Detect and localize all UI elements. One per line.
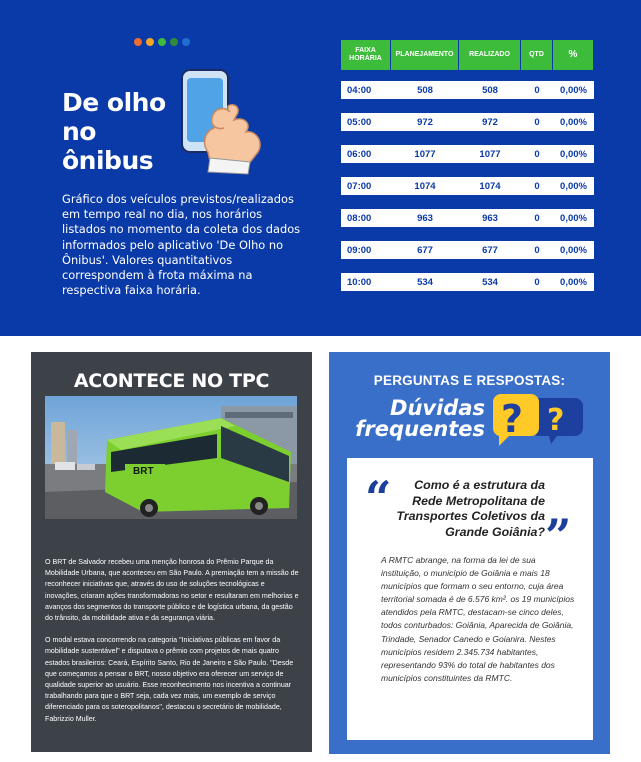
cell-percent: 0,00% <box>560 244 587 256</box>
cell-qty: 0 <box>534 148 540 160</box>
dot-blue <box>182 38 190 46</box>
cell-percent: 0,00% <box>560 116 587 128</box>
cell-qty: 0 <box>534 116 540 128</box>
cell-planned: 534 <box>417 276 433 288</box>
dot-darkgreen <box>170 38 178 46</box>
news-paragraph: O BRT de Salvador recebeu uma menção honrosa do Prêmio Parque da Mobilidade Urbana, que aconteceu em São Paulo. A premiação tem a missão de reconhecer iniciativas que, através do uso de soluções tecnológicas e inovações, criaram ações transformadoras no setor e resultaram em melhorias e avanços dos segmentos do transporte público e de logística urbana, da gestão do trânsito, da mobilidade ativa e da segurança viária. <box>45 558 299 623</box>
open-quote-icon: “ <box>365 471 392 525</box>
table-header <box>341 40 594 70</box>
header-qty: QTD <box>521 40 553 70</box>
header-planned: PLANEJAMENTO <box>391 40 459 70</box>
cell-time: 05:00 <box>347 116 372 128</box>
table-row <box>341 81 594 99</box>
faq-answer-box <box>347 458 593 740</box>
header-realized: REALIZADO <box>459 40 521 70</box>
bus-photo <box>45 396 297 519</box>
cell-qty: 0 <box>534 180 540 192</box>
cell-percent: 0,00% <box>560 276 587 288</box>
cell-qty: 0 <box>534 244 540 256</box>
cell-realized: 534 <box>482 276 498 288</box>
table-row <box>341 113 594 131</box>
bus-brt-lettering: BRT <box>133 466 154 477</box>
question-bubbles-icon <box>485 390 585 450</box>
cell-planned: 1074 <box>414 180 436 192</box>
cell-time: 07:00 <box>347 180 372 192</box>
faq-question: Como é a estrutura da Rede Metropolitana de Transportes Coletivos da Grande Goiânia? <box>396 478 545 539</box>
close-quote-icon: ” <box>545 509 572 563</box>
cell-planned: 972 <box>417 116 433 128</box>
cell-qty: 0 <box>534 276 540 288</box>
news-card <box>31 352 312 752</box>
header-time-slot: FAIXA HORÁRIA <box>341 40 391 70</box>
header-percent: % <box>553 40 594 70</box>
cell-percent: 0,00% <box>560 148 587 160</box>
table-row <box>341 177 594 195</box>
bus-monitor-section <box>0 0 641 336</box>
faq-title-line: frequentes <box>355 417 485 441</box>
dot-green <box>158 38 166 46</box>
cell-qty: 0 <box>534 84 540 96</box>
cell-time: 06:00 <box>347 148 372 160</box>
cell-planned: 1077 <box>414 148 436 160</box>
cell-time: 10:00 <box>347 276 372 288</box>
faq-title-line: Dúvidas <box>390 396 485 420</box>
cell-realized: 677 <box>482 244 498 256</box>
cell-planned: 677 <box>417 244 433 256</box>
cell-percent: 0,00% <box>560 84 587 96</box>
svg-text:?: ? <box>501 397 524 441</box>
table-row <box>341 241 594 259</box>
color-dots <box>134 38 190 46</box>
table-row <box>341 273 594 291</box>
cell-qty: 0 <box>534 212 540 224</box>
table-row <box>341 209 594 227</box>
hand-phone-icon <box>170 66 280 176</box>
dot-orange <box>134 38 142 46</box>
cell-time: 09:00 <box>347 244 372 256</box>
cell-realized: 508 <box>482 84 498 96</box>
cell-realized: 963 <box>482 212 498 224</box>
section-title: De olho no ônibus <box>62 88 166 175</box>
dot-yellow <box>146 38 154 46</box>
cell-realized: 972 <box>482 116 498 128</box>
cell-time: 08:00 <box>347 212 372 224</box>
cell-percent: 0,00% <box>560 180 587 192</box>
faq-title <box>355 398 485 440</box>
faq-card <box>329 352 610 754</box>
faq-answer: A RMTC abrange, na forma da lei de sua instituição, o município de Goiânia e mais 18 municípios que formam o seu entorno, cuja área territorial somada é de 6.576 km². os 19 municípios atendidos pela RMTC, destacam-se cinco deles, todos conturbados: Goiânia, Aparecida de Goiânia, Trindade, Senador Canedo e Goianira. Nestes municípios residem 2.345.734 habitantes, representando 93% do total de habitantes dos municípios constituintes da RMTC. <box>381 555 575 683</box>
cell-realized: 1077 <box>479 148 501 160</box>
news-title: ACONTECE NO TPC <box>73 370 270 392</box>
news-body <box>45 557 299 725</box>
faq-kicker: PERGUNTAS E RESPOSTAS: <box>373 373 566 388</box>
cell-realized: 1074 <box>479 180 501 192</box>
cell-time: 04:00 <box>347 84 372 96</box>
table-row <box>341 145 594 163</box>
cell-percent: 0,00% <box>560 212 587 224</box>
cell-planned: 963 <box>417 212 433 224</box>
news-paragraph: O modal estava concorrendo na categoria "Iniciativas públicas em favor da mobilidade sustentável" e disputava o prêmio com projetos de mais quatro estados brasileiros: Ceará, Espírito Santo, Rio de Janeiro e São Paulo. "Desde que começamos a pensar o BRT, nosso objetivo era oferecer um serviço de qualidade superior ao usuário. Esse reconhecimento nos incentiva a continuar trabalhando para que o BRT seja, cada vez mais, um exemplo de serviço diferenciado para os soteropolitanos", destacou o secretário de mobilidade, Fabrizzio Muller. <box>45 636 294 723</box>
cell-planned: 508 <box>417 84 433 96</box>
section-description: Gráfico dos veículos previstos/realizados em tempo real no dia, nos horários listados no momento da coleta dos dados informados pelo aplicativo 'De Olho no Ônibus'. Valores quantitativos correspondem à frota máxima na respectiva faixa horária. <box>62 192 301 298</box>
fleet-table <box>341 40 594 288</box>
svg-text:?: ? <box>547 403 565 438</box>
